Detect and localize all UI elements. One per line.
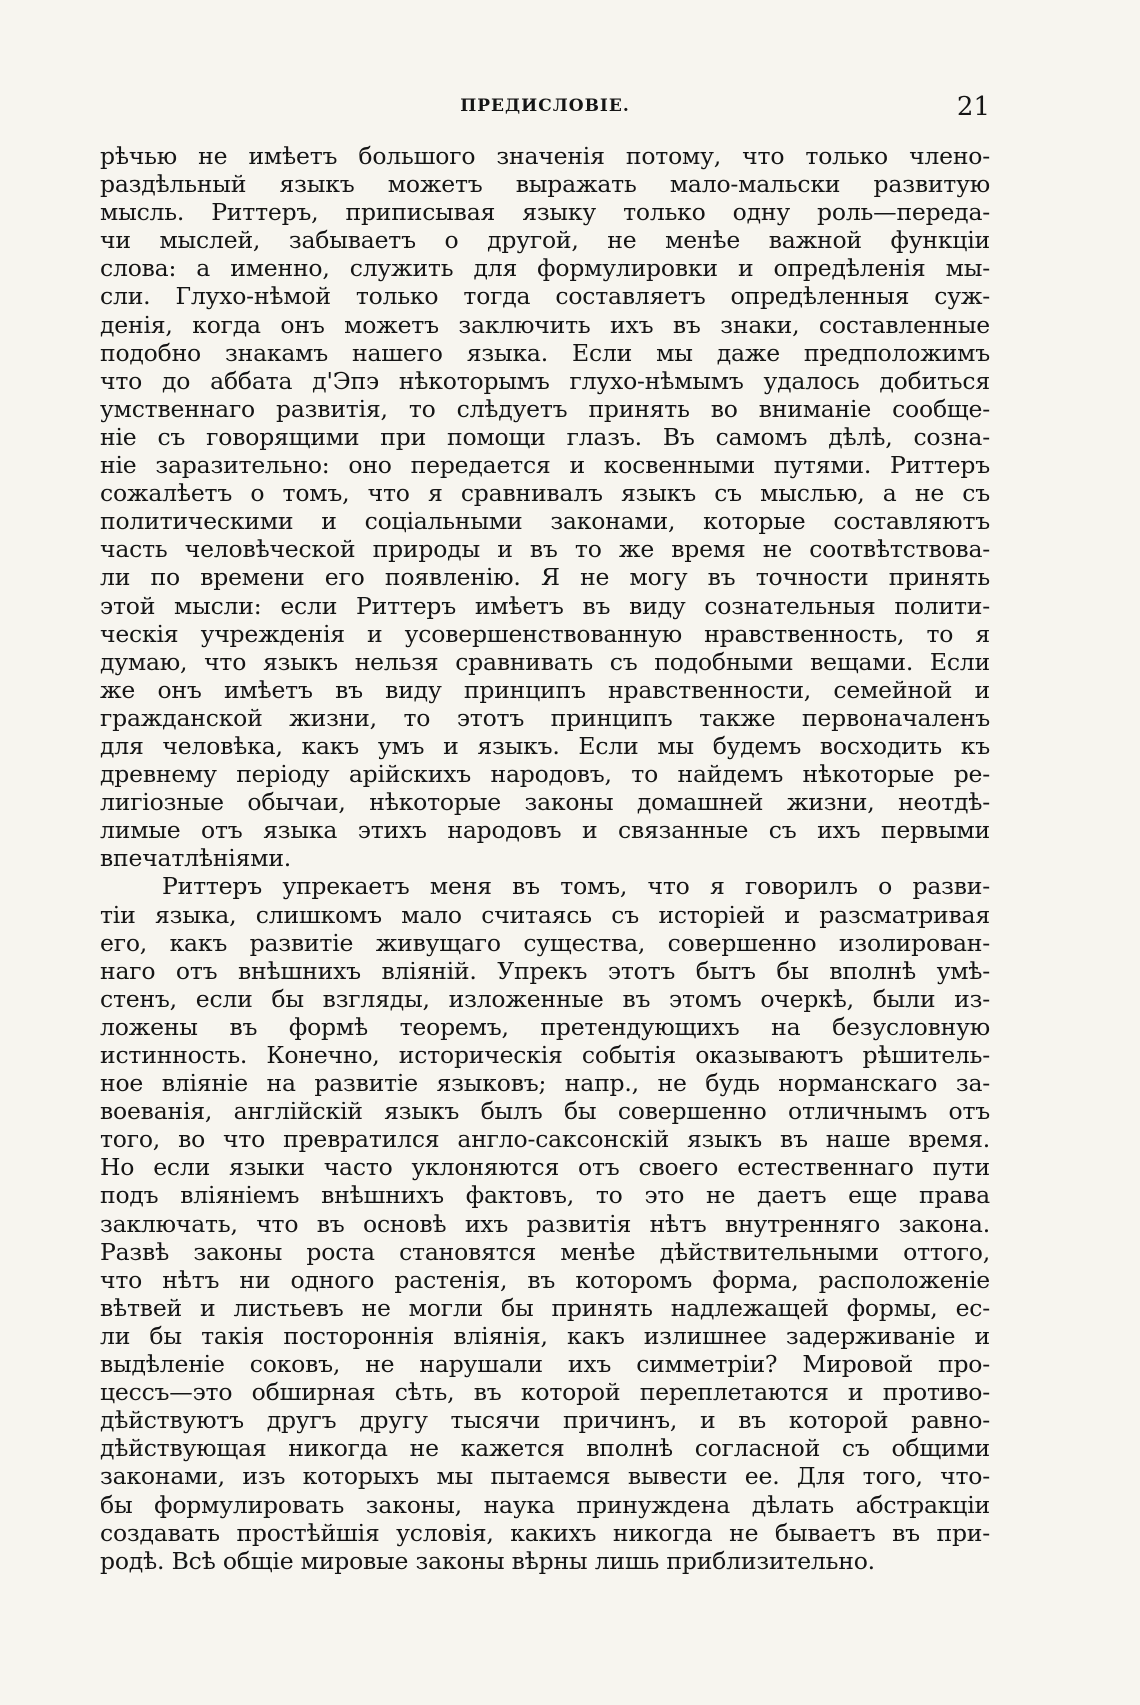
text-line: лигіозные обычаи, нѣкоторые законы домашней жизни, неотдѣ- bbox=[100, 788, 990, 817]
text-line: слова: а именно, служить для формулировки и опредѣленія мы- bbox=[100, 254, 990, 283]
text-line: сожалѣетъ о томъ, что я сравнивалъ языкъ съ мыслью, а не съ bbox=[100, 479, 990, 508]
text-line: что до аббата д'Эпэ нѣкоторымъ глухо-нѣмымъ удалось добиться bbox=[100, 366, 990, 395]
text-line: наго отъ внѣшнихъ вліяній. Упрекъ этотъ бытъ бы вполнѣ умѣ- bbox=[100, 956, 990, 985]
text-line: Развѣ законы роста становятся менѣе дѣйствительными оттого, bbox=[100, 1237, 990, 1266]
text-line: того, во что превратился англо-саксонскій языкъ въ наше время. bbox=[100, 1125, 990, 1154]
text-line: ли по времени его появленію. Я не могу въ точности принять bbox=[100, 563, 990, 592]
text-line: часть человѣческой природы и въ то же время не соотвѣтствова- bbox=[100, 535, 990, 564]
text-line: дѣйствующая никогда не кажется вполнѣ согласной съ общими bbox=[100, 1434, 990, 1463]
text-line: вѣтвей и листьевъ не могли бы принять надлежащей формы, ес- bbox=[100, 1293, 990, 1322]
text-line: создавать простѣйшія условія, какихъ никогда не бываетъ въ при- bbox=[100, 1518, 990, 1547]
text-line: родѣ. Всѣ общіе мировые законы вѣрны лишь приблизительно. bbox=[100, 1546, 875, 1575]
text-line: ли бы такія постороннія вліянія, какъ излишнее задерживаніе и bbox=[100, 1321, 990, 1350]
text-line: денія, когда онъ можетъ заключить ихъ въ знаки, составленные bbox=[100, 310, 990, 339]
text-line: воеванія, англійскій языкъ былъ бы совершенно отличнымъ отъ bbox=[100, 1097, 990, 1126]
text-line: цессъ—это обширная сѣть, въ которой переплетаются и противо- bbox=[100, 1378, 990, 1407]
text-line: мысль. Риттеръ, приписывая языку только одну роль—переда- bbox=[100, 198, 990, 227]
text-line: Но если языки часто уклоняются отъ своего естественнаго пути bbox=[100, 1153, 990, 1182]
text-line: рѣчью не имѣетъ большого значенія потому, что только члено- bbox=[100, 142, 990, 170]
text-line: его, какъ развитіе живущаго существа, совершенно изолирован- bbox=[100, 928, 990, 957]
text-line: что нѣтъ ни одного растенія, въ которомъ форма, расположеніе bbox=[100, 1265, 990, 1294]
text-line: умственнаго развитія, то слѣдуетъ принять во вниманіе сообще- bbox=[100, 394, 990, 423]
text-line: чи мыслей, забываетъ о другой, не менѣе важной функціи bbox=[100, 226, 990, 255]
text-line: древнему періоду арійскихъ народовъ, то найдемъ нѣкоторые ре- bbox=[100, 760, 990, 789]
text-line: ложены въ формѣ теоремъ, претендующихъ на безусловную bbox=[100, 1012, 990, 1041]
text-line: лимые отъ языка этихъ народовъ и связанные съ ихъ первыми bbox=[100, 816, 990, 845]
text-line: раздѣльный языкъ можетъ выражать мало-мальски развитую bbox=[100, 170, 990, 199]
text-line: ное вліяніе на развитіе языковъ; напр., не будь норманскаго за- bbox=[100, 1069, 990, 1098]
text-line: дѣйствуютъ другъ другу тысячи причинъ, и въ которой равно- bbox=[100, 1406, 990, 1435]
text-line: подобно знакамъ нашего языка. Если мы даже предположимъ bbox=[100, 338, 990, 367]
text-line: истинность. Конечно, историческія событія оказываютъ рѣшитель- bbox=[100, 1041, 990, 1069]
text-line: выдѣленіе соковъ, не нарушали ихъ симметріи? Мировой про- bbox=[100, 1350, 990, 1379]
text-line: законами, изъ которыхъ мы пытаемся вывести ее. Для того, что- bbox=[100, 1462, 990, 1491]
text-line: Риттеръ упрекаетъ меня въ томъ, что я говорилъ о разви- bbox=[162, 872, 990, 901]
text-line: тіи языка, слишкомъ мало считаясь съ исторіей и разсматривая bbox=[100, 900, 990, 929]
text-line: думаю, что языкъ нельзя сравнивать съ подобными вещами. Если bbox=[100, 647, 990, 676]
text-line: этой мысли: если Риттеръ имѣетъ въ виду сознательныя полити- bbox=[100, 591, 990, 620]
text-line: сли. Глухо-нѣмой только тогда составляетъ опредѣленныя суж- bbox=[100, 282, 990, 311]
body-text bbox=[100, 142, 990, 1575]
text-line: бы формулировать законы, наука принуждена дѣлать абстракціи bbox=[100, 1490, 990, 1519]
text-line: гражданской жизни, то этотъ принципъ также первоначаленъ bbox=[100, 703, 990, 732]
text-line: заключать, что въ основѣ ихъ развитія нѣтъ внутренняго закона. bbox=[100, 1209, 990, 1238]
page-number: 21 bbox=[956, 92, 990, 122]
text-line: ніе заразительно: оно передается и косвенными путями. Риттеръ bbox=[100, 451, 990, 480]
text-line: для человѣка, какъ умъ и языкъ. Если мы будемъ восходить къ bbox=[100, 731, 990, 760]
text-line: же онъ имѣетъ въ виду принципъ нравственности, семейной и bbox=[100, 675, 990, 704]
running-title: ПРЕДИСЛОВІЕ. bbox=[460, 96, 630, 116]
text-line: подъ вліяніемъ внѣшнихъ фактовъ, то это не даетъ еще права bbox=[100, 1181, 990, 1210]
text-line: ніе съ говорящими при помощи глазъ. Въ самомъ дѣлѣ, созна- bbox=[100, 422, 990, 451]
text-line: политическими и соціальными законами, которые составляютъ bbox=[100, 507, 990, 536]
text-line: впечатлѣніями. bbox=[100, 844, 292, 873]
text-line: ческія учрежденія и усовершенствованную нравственность, то я bbox=[100, 619, 990, 648]
text-line: стенъ, если бы взгляды, изложенные въ этомъ очеркѣ, были из- bbox=[100, 984, 990, 1013]
page-header bbox=[100, 92, 990, 124]
